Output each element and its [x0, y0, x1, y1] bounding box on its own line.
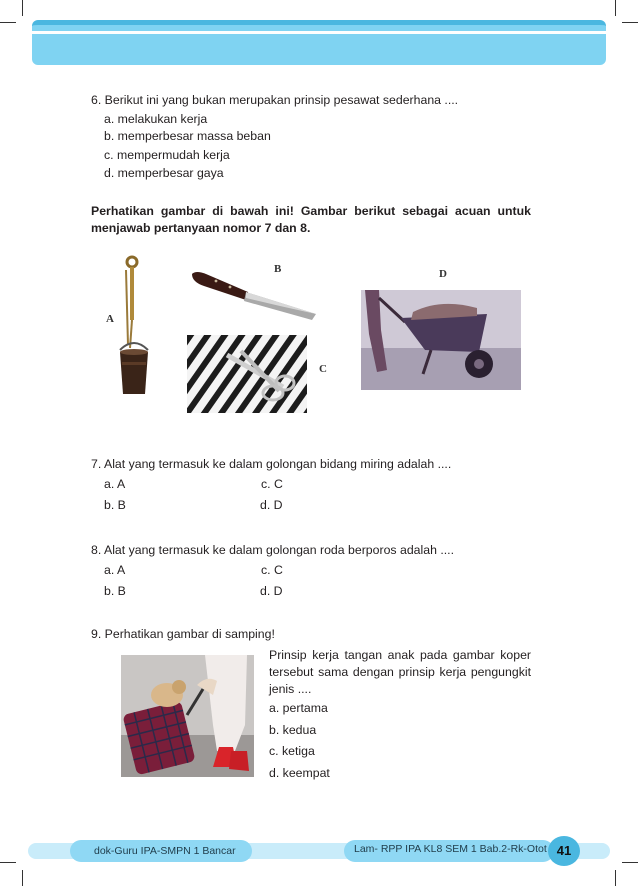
q8-question: 8. Alat yang termasuk ke dalam golongan roda berporos adalah ....	[91, 543, 454, 557]
q8-option-a: a. A	[104, 563, 126, 577]
q9-question: 9. Perhatikan gambar di samping!	[91, 627, 275, 641]
figure-label-a: A	[106, 313, 114, 325]
crop-mark	[615, 0, 616, 16]
q7-option-b: b. B	[104, 498, 126, 512]
crop-mark	[622, 862, 638, 863]
q6-option-d: d. memperbesar gaya	[104, 166, 224, 180]
crop-mark	[22, 870, 23, 886]
pulley-bucket-image	[110, 250, 160, 398]
q7-question: 7. Alat yang termasuk ke dalam golongan bidang miring adalah ....	[91, 457, 452, 471]
crop-mark	[22, 0, 23, 16]
q7-option-c: c. C	[261, 477, 283, 491]
q6-option-c: c. mempermudah kerja	[104, 148, 230, 162]
crop-mark	[0, 862, 16, 863]
crop-mark	[0, 22, 16, 23]
q6-question: 6. Berikut ini yang bukan merupakan prinsip pesawat sederhana ....	[91, 93, 459, 107]
q6-option-b: b. memperbesar massa beban	[104, 129, 271, 143]
q6-option-a: a. melakukan kerja	[104, 112, 208, 126]
q8-option-d: d. D	[260, 584, 283, 598]
scissors-image	[187, 335, 307, 413]
knife-image	[190, 270, 318, 322]
q9-option-a: a. pertama	[269, 701, 328, 715]
figure-instruction: Perhatikan gambar di bawah ini! Gambar berikut sebagai acuan untuk menjawab pertanyaan nomor 7 dan 8.	[91, 204, 531, 235]
figure-label-b: B	[274, 263, 282, 275]
wheelbarrow-image	[361, 290, 521, 390]
q9-stem: Prinsip kerja tangan anak pada gambar koper tersebut sama dengan prinsip kerja pengungkit jenis ....	[269, 648, 531, 696]
q7-option-d: d. D	[260, 498, 283, 512]
q8-option-b: b. B	[104, 584, 126, 598]
q7-option-a: a. A	[104, 477, 126, 491]
child-suitcase-image	[121, 655, 254, 777]
figure-label-c: C	[319, 363, 327, 375]
q9-option-c: c. ketiga	[269, 744, 315, 758]
q8-option-c: c. C	[261, 563, 283, 577]
footer-right-text: Lam- RPP IPA KL8 SEM 1 Bab.2-Rk-Otot	[354, 843, 547, 855]
q9-option-d: d. keempat	[269, 766, 330, 780]
header-band	[32, 20, 606, 65]
q9-option-b: b. kedua	[269, 723, 317, 737]
footer-left-text: dok-Guru IPA-SMPN 1 Bancar	[94, 845, 236, 857]
page-number: 41	[556, 843, 572, 858]
crop-mark	[622, 22, 638, 23]
crop-mark	[615, 870, 616, 886]
figure-label-d: D	[439, 268, 447, 280]
